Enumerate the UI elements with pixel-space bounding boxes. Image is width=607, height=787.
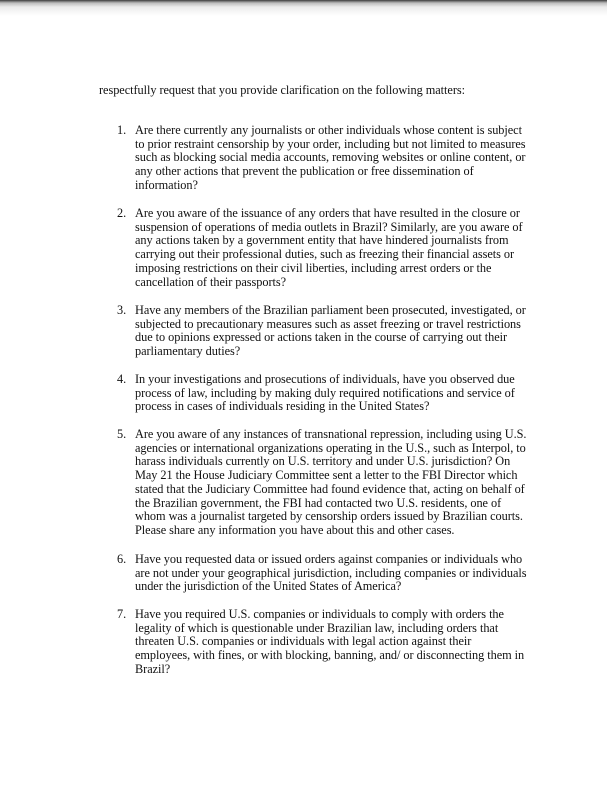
text-line: suspension of operations of media outlets in Brazil? Similarly, are you aware of	[135, 219, 523, 234]
text-line: process of law, including by making duly required notifications and service of	[135, 385, 515, 400]
text-line: information?	[135, 177, 198, 192]
text-line: such as blocking social media accounts, removing websites or online content, or	[135, 150, 526, 165]
text-line: Please share any information you have about this and other cases.	[135, 522, 455, 537]
text-line: May 21 the House Judiciary Committee sent a letter to the FBI Director which	[135, 468, 518, 483]
item-text	[135, 373, 515, 414]
text-line: Have you required U.S. companies or individuals to comply with orders the	[135, 607, 504, 621]
text-line: employees, with fines, or with blocking, banning, and/ or disconnecting them in	[135, 648, 525, 663]
text-line: Are there currently any journalists or other individuals whose content is subject	[135, 123, 522, 137]
text-line: subjected to precautionary measures such as asset freezing or travel restrictions	[135, 316, 521, 331]
text-line: are not under your geographical jurisdiction, including companies or individuals	[135, 565, 527, 580]
text-line: Have any members of the Brazilian parliament been prosecuted, investigated, or	[135, 303, 526, 317]
text-line: cancellation of their passports?	[135, 274, 287, 289]
text-line: any actions taken by a government entity that have hindered journalists from	[135, 233, 509, 248]
item-number: 2.	[117, 206, 127, 220]
item-number: 4.	[117, 372, 127, 386]
text-line: harass individuals currently on U.S. territory and under U.S. jurisdiction? On	[135, 454, 511, 469]
text-line: Are you aware of the issuance of any orders that have resulted in the closure or	[135, 206, 520, 220]
item-text	[135, 207, 523, 289]
text-line: carrying out their professional duties, such as freezing their financial assets or	[135, 247, 515, 262]
text-line: agencies or international organizations operating in the U.S., such as Interpol, to	[135, 440, 526, 455]
text-line: In your investigations and prosecutions of individuals, have you observed due	[135, 372, 515, 386]
item-text	[135, 124, 526, 193]
item-number: 7.	[117, 607, 127, 621]
item-number: 5.	[117, 427, 127, 441]
text-line: the Brazilian government, the FBI had contacted two U.S. residents, one of	[135, 495, 502, 510]
text-line: stated that the Judiciary Committee had found evidence that, acting on behalf of	[135, 481, 525, 496]
text-line: Have you requested data or issued orders against companies or individuals who	[135, 552, 523, 566]
intro-paragraph: respectfully request that you provide clarification on the following matters:	[99, 83, 465, 97]
text-line: imposing restrictions on their civil liberties, including arrest orders or the	[135, 260, 492, 275]
text-line: due to opinions expressed or actions taken in the course of carrying out their	[135, 330, 508, 345]
text-line: to prior restraint censorship by your order, including but not limited to measures	[135, 136, 526, 151]
item-text	[135, 428, 526, 538]
text-line: Brazil?	[135, 661, 171, 676]
text-line: under the jurisdiction of the United States of America?	[135, 579, 402, 594]
item-text	[135, 304, 526, 359]
text-line: process in cases of individuals residing in the United States?	[135, 399, 430, 414]
text-line: parliamentary duties?	[135, 344, 241, 359]
text-line: whom was a journalist targeted by censorship orders issued by Brazilian courts.	[135, 509, 523, 524]
item-text	[135, 553, 526, 594]
text-line: legality of which is questionable under Brazilian law, including orders that	[135, 620, 499, 635]
item-text	[135, 608, 524, 677]
item-number: 1.	[117, 123, 127, 137]
item-number: 6.	[117, 552, 127, 566]
text-line: any other actions that prevent the publication or free dissemination of	[135, 164, 474, 179]
item-number: 3.	[117, 303, 127, 317]
text-line: threaten U.S. companies or individuals with legal action against their	[135, 634, 472, 649]
text-line: Are you aware of any instances of transnational repression, including using U.S.	[135, 427, 527, 441]
